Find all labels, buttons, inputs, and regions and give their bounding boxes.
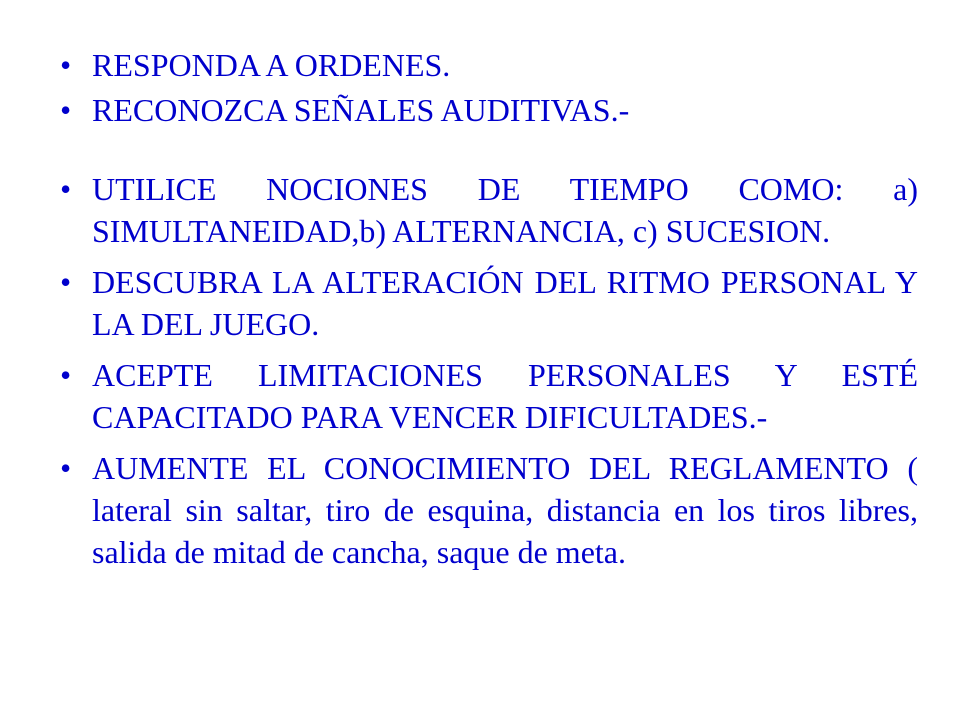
bullet-item-acepte xyxy=(60,354,918,438)
bullet-icon: • xyxy=(60,357,72,393)
bullet-item-responda xyxy=(60,44,918,86)
bullet-text: AUMENTE EL CONOCIMIENTO DEL REGLAMENTO ( lateral sin saltar, tiro de esquina, distancia en los tiros libres, salida de mitad de cancha, saque de meta. xyxy=(92,450,918,570)
bullet-icon: • xyxy=(60,450,72,486)
bullet-icon: • xyxy=(60,47,72,83)
bullet-icon: • xyxy=(60,264,72,300)
bullet-icon: • xyxy=(60,92,72,128)
bullet-text: ACEPTE LIMITACIONES PERSONALES Y ESTÉ CAPACITADO PARA VENCER DIFICULTADES.- xyxy=(92,357,918,435)
bullet-text: RECONOZCA SEÑALES AUDITIVAS.- xyxy=(92,92,630,128)
bullet-text: DESCUBRA LA ALTERACIÓN DEL RITMO PERSONAL Y LA DEL JUEGO. xyxy=(92,264,918,342)
bullet-item-descubra xyxy=(60,261,918,345)
bullet-text: RESPONDA A ORDENES. xyxy=(92,47,451,83)
bullet-item-reconozca xyxy=(60,89,918,131)
bullet-icon: • xyxy=(60,171,72,207)
bullet-text: UTILICE NOCIONES DE TIEMPO COMO: a) SIMULTANEIDAD,b) ALTERNANCIA, c) SUCESION. xyxy=(92,171,918,249)
bullet-list xyxy=(60,44,918,573)
bullet-item-utilice xyxy=(60,168,918,252)
bullet-item-aumente xyxy=(60,447,918,573)
